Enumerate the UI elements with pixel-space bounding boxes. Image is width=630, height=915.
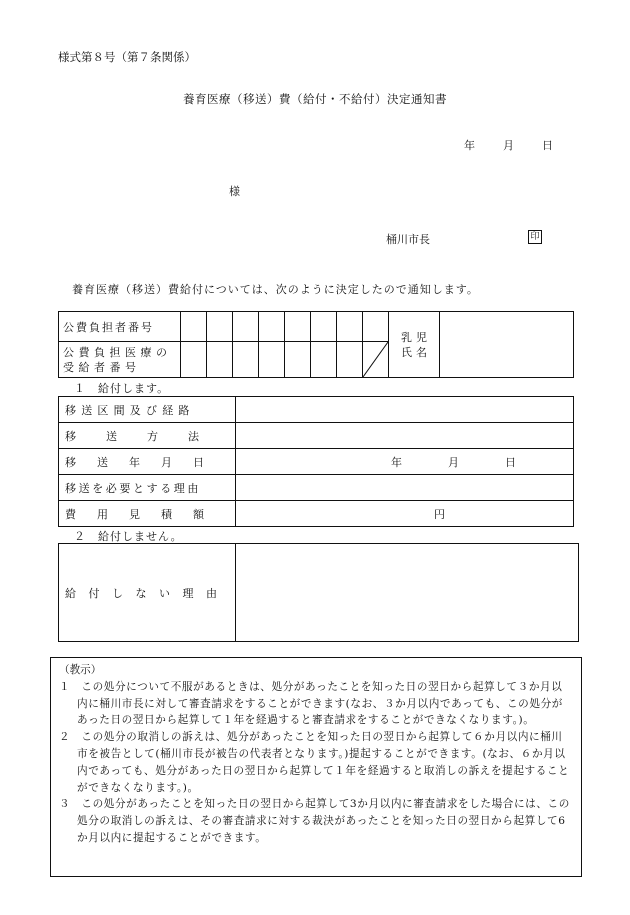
section-grant-heading: １ 給付します。 [74, 382, 170, 395]
route-label [59, 397, 236, 423]
date-field[interactable] [236, 449, 574, 475]
digit-cell[interactable] [311, 342, 337, 378]
instruction-heading: （教示） [59, 664, 102, 676]
digit-cell[interactable] [363, 312, 389, 342]
date-label-text: 移送年月日 [65, 455, 225, 469]
issuer-name: 桶川市長 [386, 233, 430, 246]
instruction-item: ３ この処分があったことを知った日の翌日から起算して3か月以内に審査請求をした場合には、この処分の取消しの訴えは、その審査請求に対する裁決があったことを知った日の翌日から起算して6か月以内に提起することができます。 [59, 798, 570, 844]
method-label [59, 423, 236, 449]
nonbenefit-table [58, 543, 579, 642]
method-label-text: 移送方法 [65, 429, 229, 443]
nonbenefit-reason-field[interactable] [236, 544, 579, 642]
benefit-day-label: 日 [505, 455, 516, 469]
issue-date [464, 137, 553, 153]
public-payer-no-label: 公費負担者番号 [59, 312, 181, 342]
route-label-text: 移送区間及び経路 [65, 403, 195, 417]
yen-unit: 円 [434, 507, 445, 521]
benefit-month-label: 月 [448, 455, 459, 469]
reason-label [59, 475, 236, 501]
form-number: 様式第８号（第７条関係） [58, 50, 196, 64]
instruction-item: ２ この処分の取消しの訴えは、処分があったことを知った日の翌日から起算して６か月以内に桶川市を被告として(桶川市長が被告の代表者となります。)提起することができます。(なお、６か月以内であっても、処分があった日の翌日から起算して１年を経過すると取消しの訴えを提起することができなくなります。)。 [59, 731, 570, 794]
month-label: 月 [503, 139, 514, 152]
digit-cell[interactable] [337, 342, 363, 378]
diagonal-strike [363, 342, 388, 377]
intro-text: 養育医療（移送）費給付については、次のように決定したので通知します。 [72, 283, 479, 296]
digit-cell[interactable] [285, 342, 311, 378]
recipient-number-table [58, 311, 574, 378]
digit-cell[interactable] [337, 312, 363, 342]
day-label: 日 [542, 139, 553, 152]
seal-mark: 印 [528, 230, 542, 244]
estimate-field[interactable] [236, 501, 574, 527]
child-name-field[interactable] [440, 312, 574, 378]
recipient-no-label: 公費負担医療の受給者番号 [59, 342, 181, 378]
document-title: 養育医療（移送）費（給付・不給付）決定通知書 [183, 92, 447, 106]
method-field[interactable] [236, 423, 574, 449]
nonbenefit-reason-label [59, 544, 236, 642]
benefit-table [58, 396, 574, 527]
reason-field[interactable] [236, 475, 574, 501]
digit-cell[interactable] [207, 312, 233, 342]
date-label [59, 449, 236, 475]
nonbenefit-reason-text: 給付しない理由 [65, 586, 230, 600]
benefit-year-label: 年 [391, 455, 402, 469]
reason-label-text: 移送を必要とする理由 [65, 481, 201, 495]
instruction-box [50, 657, 582, 877]
year-label: 年 [464, 139, 475, 152]
digit-cell[interactable] [259, 342, 285, 378]
section-deny-heading: ２ 給付しません。 [74, 530, 183, 543]
route-field[interactable] [236, 397, 574, 423]
child-name-label: 乳児氏名 [389, 312, 440, 378]
instruction-item: １ この処分について不服があるときは、処分があったことを知った日の翌日から起算して３か月以内に桶川市長に対して審査請求をすることができます(なお、３か月以内であっても、この処分があった日の翌日から起算して１年を経過すると審査請求をすることができなくなります。)。 [59, 680, 563, 727]
estimate-label [59, 501, 236, 527]
addressee-suffix: 様 [229, 185, 240, 198]
digit-cell[interactable] [311, 312, 337, 342]
digit-cell[interactable] [285, 312, 311, 342]
digit-cell[interactable] [233, 312, 259, 342]
digit-cell[interactable] [233, 342, 259, 378]
estimate-label-text: 費用見積額 [65, 507, 225, 521]
digit-cell[interactable] [207, 342, 233, 378]
digit-cell[interactable] [181, 342, 207, 378]
unused-diagonal-cell [363, 342, 389, 378]
digit-cell[interactable] [259, 312, 285, 342]
digit-cell[interactable] [181, 312, 207, 342]
